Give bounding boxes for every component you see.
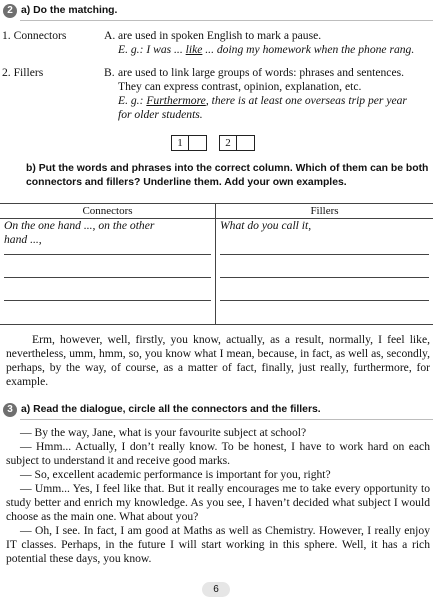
example-suffix: ... doing my homework when the phone rang. [202,43,415,56]
task-2b-title [26,162,428,190]
connectors-cell[interactable] [0,219,216,325]
dialogue-line: — Umm... Yes, I feel like that. But it really encourages me to take every opportunity to study better and enrich my knowledge. As you see, I haven’t decided what subject I would choose as the main one. What about you? [6,482,430,523]
item-connectors: 1. Connectors [2,29,67,42]
connectors-example-line-2: hand ..., [4,233,42,246]
write-line[interactable] [4,277,211,278]
task-2-header [3,4,117,18]
task-2b-title-line-2: connectors and fillers? Underline them. Add your own examples. [26,177,347,188]
column-header-fillers: Fillers [216,204,433,219]
write-line[interactable] [220,300,429,301]
answer-number-box: 1 [171,135,189,151]
def-b-text-1: are used to link large groups of words: phrases and sentences. [118,66,405,79]
connectors-fillers-table [0,203,433,325]
answer-boxes [171,135,267,151]
answer-number-box: 2 [219,135,237,151]
connectors-example-line-1: On the one hand ..., on the other [4,219,155,232]
write-line[interactable] [220,254,429,255]
page-number: 6 [202,582,230,597]
def-a-text: are used in spoken English to mark a pause. [118,29,322,42]
dialogue-line: — Hmm... Actually, I don’t really know. To be honest, I have to work hard on each subject to understand it and receive good marks. [6,440,430,467]
task-3a-title: a) Read the dialogue, circle all the connectors and the fillers. [21,404,321,415]
fillers-cell[interactable] [216,219,433,325]
answer-input-box[interactable] [189,135,207,151]
def-a-letter: A. [104,29,116,42]
task-2a-title: a) Do the matching. [21,5,118,16]
answer-pair-1 [171,135,207,151]
def-b-text-2: They can express contrast, opinion, explanation, etc. [118,80,362,93]
answer-pair-2 [219,135,255,151]
write-line[interactable] [4,254,211,255]
def-b-example [118,94,433,108]
example-suffix: , there is at least one overseas trip per year [205,94,407,107]
task-number-badge: 3 [3,403,17,417]
fillers-example: What do you call it, [220,219,312,232]
example-prefix: E. g.: I was ... [118,43,186,56]
answer-input-box[interactable] [237,135,255,151]
write-line[interactable] [4,300,211,301]
def-b-letter: B. [104,66,115,79]
task-3-header [3,403,321,417]
word-bank: Erm, however, well, firstly, you know, actually, as a result, normally, I feel like, nevertheless, umm, hmm, so, you know what I mean, because, in fact, as well as, secondly, perhaps, by the way, of course, as a matter of fact, finally, just really, furthermore, for example. [6,333,430,388]
dialogue-line: — So, excellent academic performance is important for you, right? [20,468,331,481]
task-2b-title-line-1: b) Put the words and phrases into the correct column. Which of them can be both [26,163,429,174]
dialogue-line: — By the way, Jane, what is your favourite subject at school? [20,426,307,439]
task-number-badge: 2 [3,4,17,18]
write-line[interactable] [220,277,429,278]
example-underlined-word: like [185,43,203,56]
task-2-divider [20,20,433,21]
task-3-divider [20,419,433,420]
example-prefix: E. g.: [118,94,147,107]
dialogue-line: — Oh, I see. In fact, I am good at Maths as well as Chemistry. However, I really enjoy IT classes. Perhaps, in the future I will start working in this sphere. Well, it has a rich potential these days, you know. [6,524,430,565]
item-fillers: 2. Fillers [2,66,44,79]
def-a-example [118,43,433,57]
dialogue [6,426,430,566]
column-header-connectors: Connectors [0,204,216,219]
example-underlined-word: Furthermore [146,94,206,107]
def-b-example-2: for older students. [118,108,203,121]
